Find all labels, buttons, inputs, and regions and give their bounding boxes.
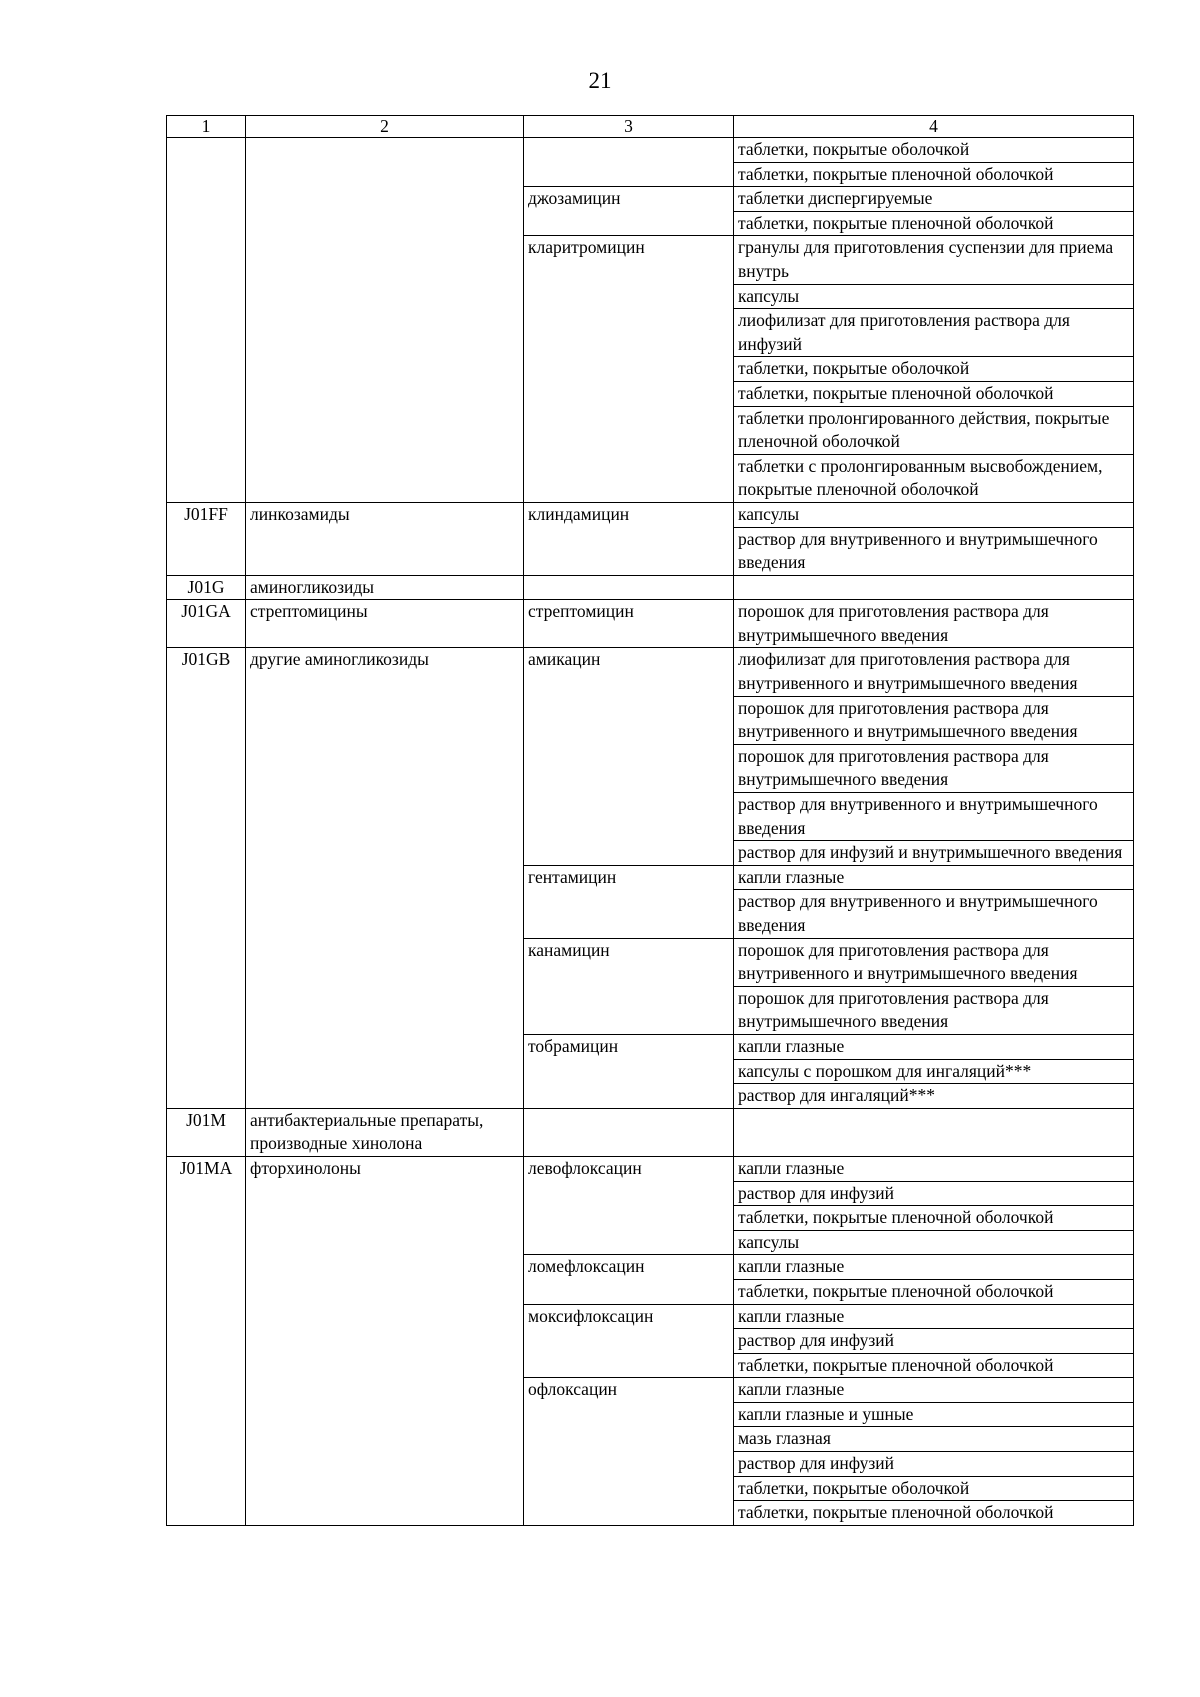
dosage-form: капли глазные и ушные [734,1402,1133,1427]
dosage-form: таблетки, покрытые оболочкой [734,1476,1133,1501]
dosage-form: капли глазные [738,1379,845,1400]
drug-name-cell: клиндамицин [524,502,734,575]
dosage-form: таблетки пролонгированного действия, покрытые пленочной оболочкой [734,406,1133,454]
column-header-2: 2 [246,116,524,138]
dosage-form: порошок для приготовления раствора для внутримышечного введения [734,986,1133,1034]
dosage-form: капли глазные [738,866,845,887]
dosage-form: раствор для инфузий и внутримышечного введения [734,840,1133,865]
drug-name-cell: гентамицин [524,865,734,938]
dosage-form: раствор для инфузий [734,1181,1133,1206]
dosage-form: мазь глазная [734,1426,1133,1451]
drug-name-cell: левофлоксацин [524,1156,734,1254]
dosage-forms-cell [734,600,1134,648]
column-header-3: 3 [524,116,734,138]
dosage-form: таблетки, покрытые пленочной оболочкой [734,162,1133,187]
table-row [167,648,1134,865]
drug-name-cell: канамицин [524,938,734,1034]
dosage-form: таблетки, покрытые пленочной оболочкой [734,381,1133,406]
atc-code-cell: J01M [167,1108,246,1156]
table-row [167,502,1134,575]
dosage-forms-cell [734,187,1134,236]
group-name-cell: фторхинолоны [246,1156,524,1525]
dosage-form: капсулы с порошком для ингаляций*** [734,1059,1133,1084]
dosage-forms-cell [734,502,1134,575]
dosage-forms-cell [734,575,1134,600]
drug-name-cell [524,575,734,600]
dosage-form: порошок для приготовления раствора для внутримышечного введения [738,601,1049,645]
table-body [167,138,1134,1526]
drug-name-cell: кларитромицин [524,236,734,503]
table-header [167,116,1134,138]
atc-code-cell: J01GA [167,600,246,648]
dosage-forms-cell [734,648,1134,865]
dosage-form: гранулы для приготовления суспензии для приема внутрь [738,237,1114,281]
dosage-form: таблетки, покрытые пленочной оболочкой [734,1500,1133,1525]
group-name-cell: линкозамиды [246,502,524,575]
dosage-forms-cell [734,1255,1134,1304]
atc-code-cell: J01MA [167,1156,246,1525]
group-name-cell: стрептомицины [246,600,524,648]
dosage-forms-cell [734,1378,1134,1526]
dosage-forms-cell [734,1156,1134,1254]
drug-name-cell [524,138,734,187]
table-row [167,575,1134,600]
atc-code-cell: J01FF [167,502,246,575]
dosage-form: таблетки с пролонгированным высвобождением, покрытые пленочной оболочкой [734,454,1133,502]
column-header-4: 4 [734,116,1134,138]
drug-name-cell: тобрамицин [524,1034,734,1108]
drug-name-cell: джозамицин [524,187,734,236]
drug-name-cell: моксифлоксацин [524,1304,734,1378]
dosage-form: таблетки, покрытые пленочной оболочкой [734,1353,1133,1378]
dosage-form: раствор для ингаляций*** [734,1083,1133,1108]
dosage-form: раствор для внутривенного и внутримышечного введения [734,527,1133,575]
dosage-form: раствор для внутривенного и внутримышечного введения [734,889,1133,937]
drug-name-cell: амикацин [524,648,734,865]
dosage-form: капсулы [734,284,1133,309]
table-row [167,1108,1134,1156]
dosage-form: капсулы [738,503,800,524]
dosage-form: лиофилизат для приготовления раствора для внутривенного и внутримышечного введения [738,649,1078,694]
dosage-form: таблетки, покрытые оболочкой [734,356,1133,381]
dosage-form: таблетки, покрытые пленочной оболочкой [734,211,1133,236]
dosage-forms-cell [734,938,1134,1034]
drug-name-cell: ломефлоксацин [524,1255,734,1304]
table-row [167,1156,1134,1254]
dosage-forms-cell [734,1034,1134,1108]
table-row [167,138,1134,187]
dosage-form: таблетки диспергируемые [738,188,933,209]
dosage-form: раствор для инфузий [734,1328,1133,1353]
dosage-forms-cell [734,138,1134,187]
column-header-1: 1 [167,116,246,138]
table-row [167,600,1134,648]
dosage-forms-cell [734,865,1134,938]
group-name-cell: антибактериальные препараты, производные хинолона [246,1108,524,1156]
group-name-cell: аминогликозиды [246,575,524,600]
group-name-cell [246,138,524,503]
dosage-form: порошок для приготовления раствора для внутримышечного введения [734,744,1133,792]
dosage-form: капли глазные [738,1256,845,1277]
atc-code-cell: J01GB [167,648,246,1108]
dosage-form: раствор для инфузий [734,1451,1133,1476]
dosage-form: порошок для приготовления раствора для внутривенного и внутримышечного введения [734,696,1133,744]
dosage-form: лиофилизат для приготовления раствора для инфузий [734,308,1133,356]
dosage-form [734,1109,1133,1133]
dosage-form: раствор для внутривенного и внутримышечного введения [734,792,1133,840]
drug-name-cell: офлоксацин [524,1378,734,1526]
group-name-cell: другие аминогликозиды [246,648,524,1108]
dosage-form [734,576,1133,600]
dosage-form: таблетки, покрытые пленочной оболочкой [734,1279,1133,1304]
dosage-forms-cell [734,1108,1134,1156]
dosage-form: таблетки, покрытые оболочкой [738,139,970,159]
header-row [167,116,1134,138]
atc-code-cell [167,138,246,503]
dosage-form: таблетки, покрытые пленочной оболочкой [734,1205,1133,1230]
drug-name-cell: стрептомицин [524,600,734,648]
drug-table [166,115,1134,1526]
page-number: 21 [588,68,612,93]
atc-code-cell: J01G [167,575,246,600]
dosage-form: капсулы [734,1230,1133,1255]
dosage-form: капли глазные [738,1305,845,1326]
dosage-forms-cell [734,1304,1134,1378]
dosage-form: капли глазные [738,1157,845,1178]
dosage-form: капли глазные [738,1035,845,1056]
dosage-forms-cell [734,236,1134,503]
dosage-form: порошок для приготовления раствора для внутривенного и внутримышечного введения [738,939,1078,984]
drug-name-cell [524,1108,734,1156]
